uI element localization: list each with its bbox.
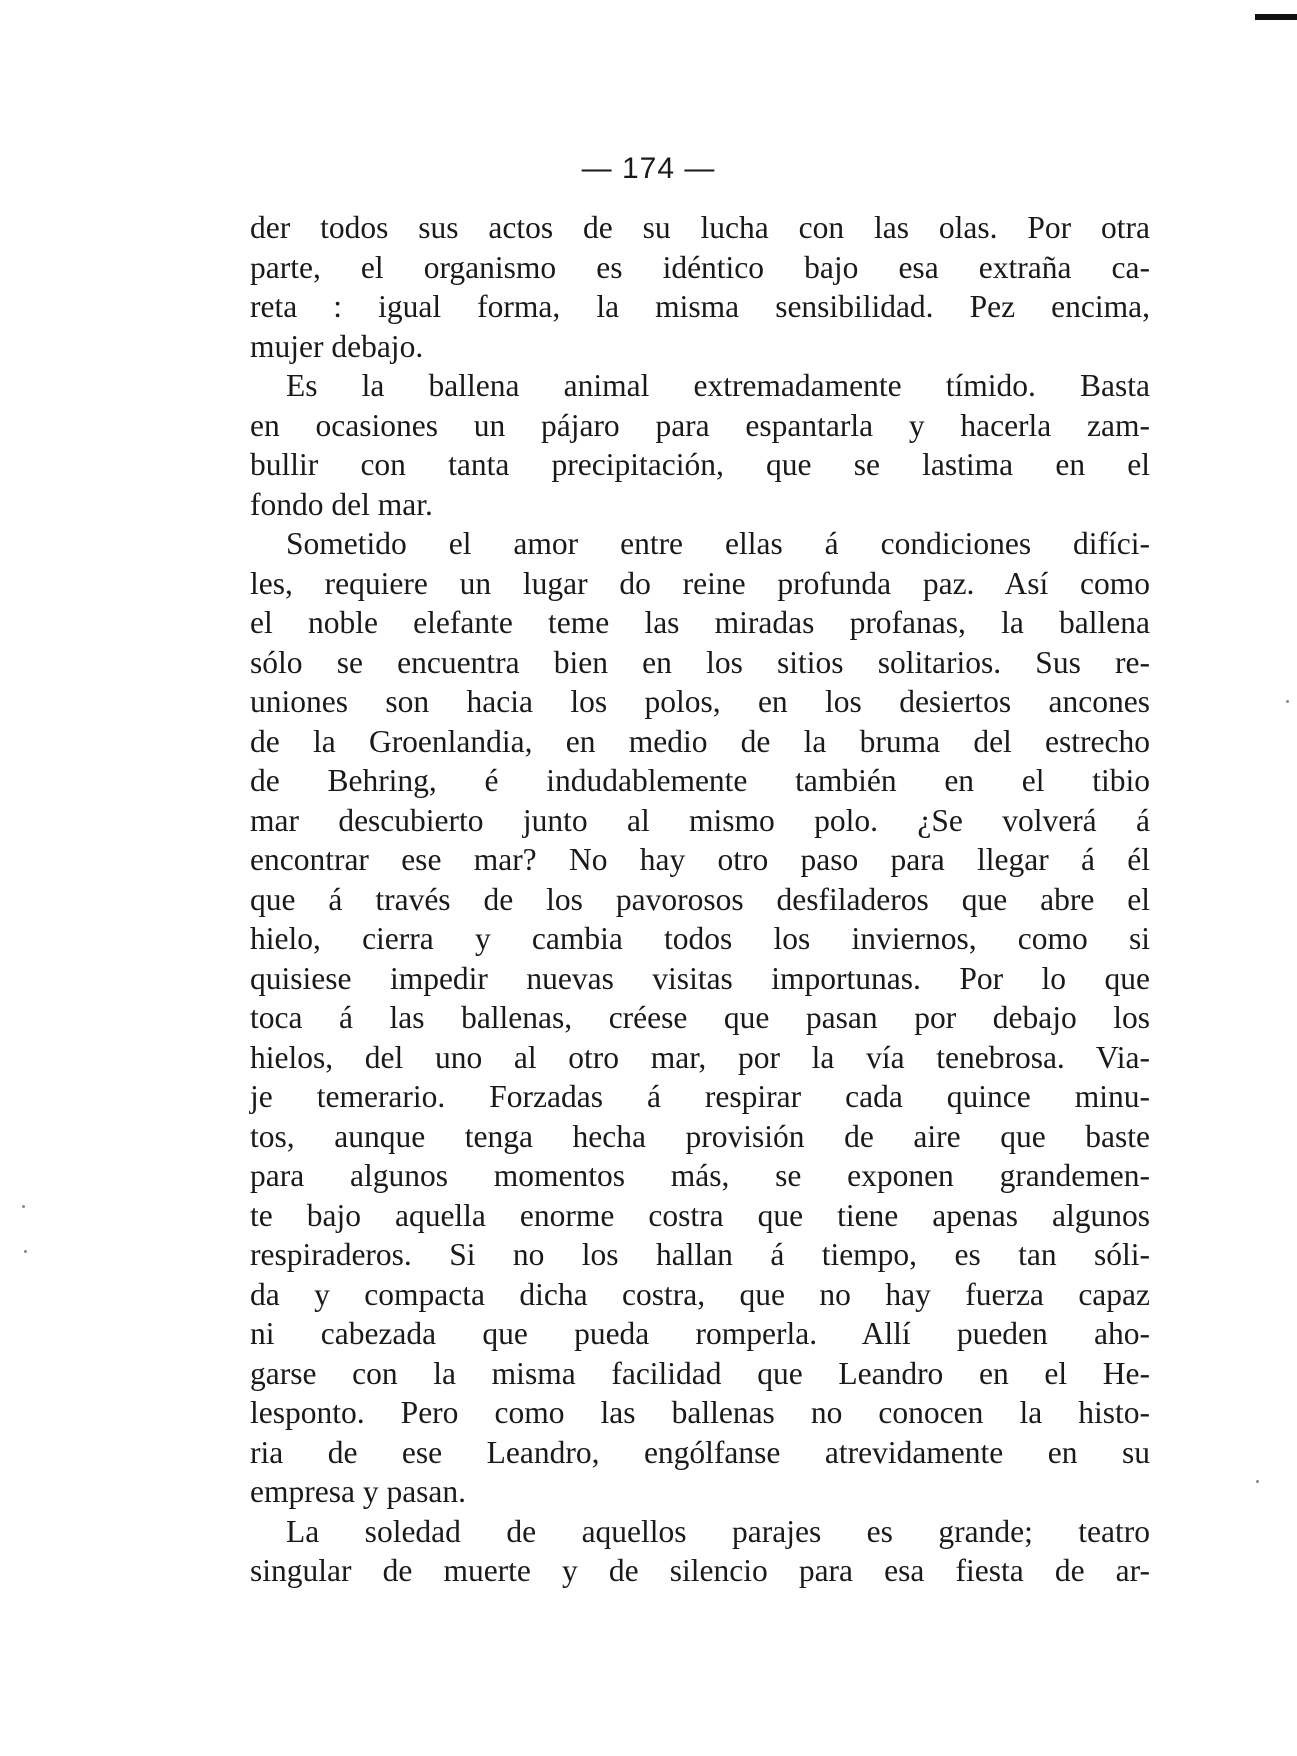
text-line: reta : igual forma, la misma sensibilidad. Pez encima, bbox=[250, 289, 1150, 324]
text-line: encontrar ese mar? No hay otro paso para llegar á él bbox=[250, 842, 1150, 877]
text-line: te bajo aquella enorme costra que tiene apenas algunos bbox=[250, 1197, 1150, 1233]
text-line: La soledad de aquellos parajes es grande; teatro bbox=[286, 1513, 1150, 1549]
text-line: Es la ballena animal extremadamente tímido. Basta bbox=[286, 368, 1150, 403]
paragraph-4 bbox=[250, 1512, 1150, 1591]
text-line: sólo se encuentra bien en los sitios solitarios. Sus re- bbox=[250, 644, 1150, 680]
paragraph-3 bbox=[250, 524, 1150, 1512]
text-line: tos, aunque tenga hecha provisión de aire que baste bbox=[250, 1118, 1150, 1154]
text-line: da y compacta dicha costra, que no hay fuerza capaz bbox=[250, 1276, 1150, 1312]
scan-speck bbox=[24, 1250, 27, 1253]
text-line: que á través de los pavorosos desfiladeros que abre el bbox=[250, 881, 1150, 917]
text-line: para algunos momentos más, se exponen grandemen- bbox=[250, 1158, 1150, 1193]
text-line: mujer debajo. bbox=[250, 328, 424, 364]
text-line: garse con la misma facilidad que Leandro en el He- bbox=[250, 1355, 1150, 1391]
text-line: fondo del mar. bbox=[250, 486, 433, 522]
scan-speck bbox=[22, 1205, 25, 1208]
text-line: Sometido el amor entre ellas á condiciones difíci- bbox=[286, 526, 1150, 561]
scan-speck bbox=[1286, 700, 1289, 703]
text-line: mar descubierto junto al mismo polo. ¿Se volverá á bbox=[250, 802, 1150, 838]
text-line: bullir con tanta precipitación, que se lastima en el bbox=[250, 447, 1150, 482]
scan-speck bbox=[1256, 1480, 1259, 1483]
text-line: der todos sus actos de su lucha con las olas. Por otra bbox=[250, 210, 1150, 245]
paragraph-2 bbox=[250, 366, 1150, 524]
text-line: uniones son hacia los polos, en los desiertos ancones bbox=[250, 684, 1150, 719]
page-number: — 174 — bbox=[581, 152, 716, 185]
text-line: empresa y pasan. bbox=[250, 1474, 467, 1509]
body-text bbox=[250, 208, 1150, 1591]
text-line: el noble elefante teme las miradas profanas, la ballena bbox=[250, 605, 1150, 640]
text-line: de Behring, é indudablemente también en el tibio bbox=[250, 763, 1150, 798]
paragraph-1 bbox=[250, 208, 1150, 366]
text-line: hielos, del uno al otro mar, por la vía tenebrosa. Via- bbox=[250, 1039, 1150, 1075]
text-line: les, requiere un lugar do reine profunda paz. Así como bbox=[250, 565, 1150, 601]
text-line: respiraderos. Si no los hallan á tiempo, es tan sóli- bbox=[250, 1237, 1150, 1272]
text-line: parte, el organismo es idéntico bajo esa extraña ca- bbox=[250, 249, 1150, 285]
text-line: quisiese impedir nuevas visitas importunas. Por lo que bbox=[250, 960, 1150, 996]
text-line: ni cabezada que pueda romperla. Allí pueden aho- bbox=[250, 1316, 1150, 1351]
text-line: en ocasiones un pájaro para espantarla y hacerla zam- bbox=[250, 407, 1150, 443]
text-line: de la Groenlandia, en medio de la bruma del estrecho bbox=[250, 723, 1150, 759]
text-line: toca á las ballenas, créese que pasan por debajo los bbox=[250, 1000, 1150, 1035]
text-line: ria de ese Leandro, engólfanse atrevidamente en su bbox=[250, 1434, 1150, 1470]
text-line: singular de muerte y de silencio para esa fiesta de ar- bbox=[250, 1553, 1150, 1588]
text-line: hielo, cierra y cambia todos los inviernos, como si bbox=[250, 921, 1150, 956]
text-line: lesponto. Pero como las ballenas no conocen la histo- bbox=[250, 1395, 1150, 1430]
page-edge-mark bbox=[1255, 14, 1297, 20]
text-line: je temerario. Forzadas á respirar cada quince minu- bbox=[250, 1079, 1150, 1114]
